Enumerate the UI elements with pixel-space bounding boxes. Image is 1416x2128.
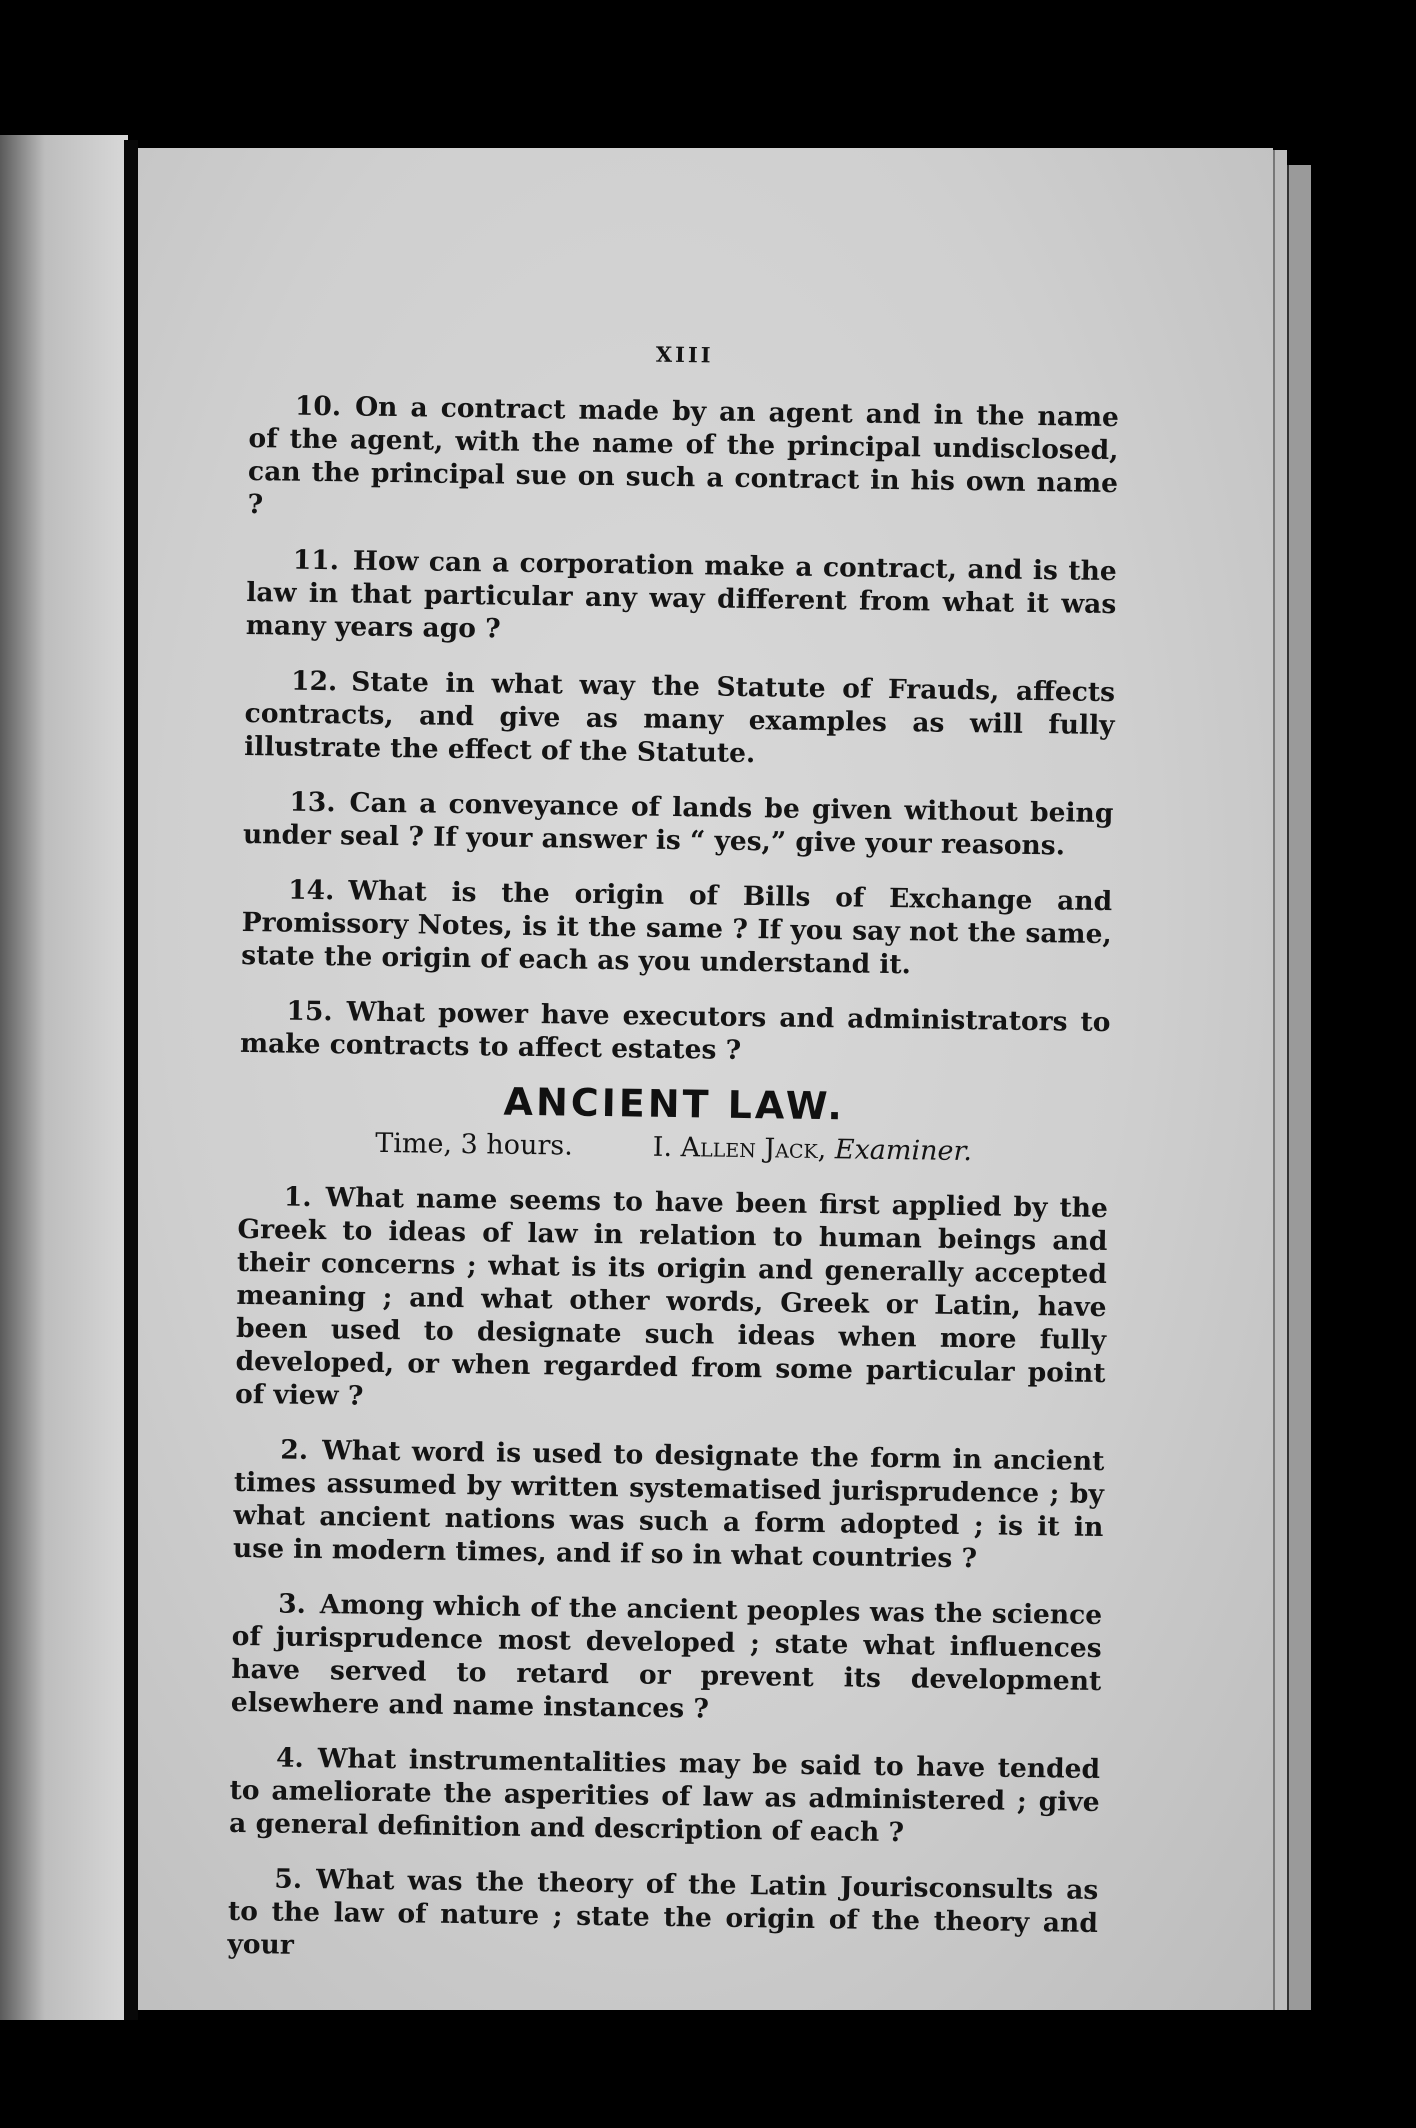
facing-page-edge — [0, 135, 128, 2020]
question-number: 1. — [283, 1181, 312, 1213]
question-item — [246, 543, 1117, 654]
question-text: What was the theory of the Latin Jourisconsults as to the law of nature ; state the origin of the theory and your — [227, 1864, 1099, 1961]
page-text — [227, 332, 1120, 1995]
page-edge-outer — [1287, 165, 1311, 2010]
question-text: State in what way the Statute of Frauds, affects contracts, and give as many examples as will fully illustrate the effect of the Statute. — [243, 666, 1116, 770]
question-number: 13. — [289, 786, 336, 819]
question-text: What word is used to designate the form in ancient times assumed by written systematised jurisprudence ; by what ancient nations was such a form adopted ; is it in use in modern times, and if so in what countries ? — [232, 1435, 1105, 1575]
question-item — [240, 994, 1111, 1072]
examiner-role: Examiner. — [834, 1134, 973, 1168]
question-number: 12. — [290, 665, 338, 698]
question-text: Among which of the ancient peoples was the science of jurisprudence most developed ; state what influences have served to retard or prevent its development elsewhere and name instances ? — [230, 1589, 1103, 1725]
question-item — [235, 1180, 1108, 1423]
exam-time: Time, 3 hours. — [375, 1127, 574, 1162]
question-item — [244, 664, 1115, 775]
exam-info — [238, 1125, 1108, 1170]
examiner — [653, 1131, 973, 1168]
page-number: XIII — [655, 341, 714, 368]
question-number: 2. — [280, 1434, 309, 1466]
question-number: 14. — [287, 874, 335, 907]
question-text: On a contract made by an agent and in the name of the agent, with the name of the principal undisclosed, can the principal sue on such a contract in his own name ? — [247, 391, 1120, 521]
question-item — [247, 389, 1119, 533]
question-text: What name seems to have been first applied by the Greek to ideas of law in relation to human beings and their concerns ; what is its origin and generally accepted meaning ; and what other words, Greek or Latin, have been used to designate such ideas when more fully developed, or when regarded from some particular point of view ? — [234, 1182, 1109, 1412]
question-item — [241, 873, 1112, 984]
question-text: What is the origin of Bills of Exchange and Promissory Notes, is it the same ? If you say not the same, state the origin of each as you understand it. — [241, 875, 1113, 981]
section-title: ANCIENT LAW. — [503, 1079, 846, 1129]
question-list-contracts — [240, 389, 1119, 1072]
question-list-ancient-law — [227, 1180, 1108, 1973]
question-item — [231, 1587, 1103, 1731]
question-number: 11. — [292, 544, 340, 577]
book-gutter — [124, 140, 138, 2020]
question-text: Can a conveyance of lands be given without being under seal ? If your answer is “ yes,” give your reasons. — [242, 787, 1114, 862]
question-item — [227, 1862, 1098, 1973]
question-text: How can a corporation make a contract, and is the law in that particular any way different from what it was many years ago ? — [245, 545, 1117, 645]
question-item — [243, 785, 1114, 863]
page-edge — [1273, 150, 1287, 2010]
question-text: What instrumentalities may be said to have tended to ameliorate the asperities of law as administered ; give a general definition and description of each ? — [228, 1743, 1101, 1849]
question-item — [233, 1433, 1105, 1577]
question-number: 5. — [274, 1863, 303, 1895]
question-item — [229, 1741, 1100, 1852]
examiner-name: I. Allen Jack, — [652, 1131, 827, 1166]
question-number: 3. — [278, 1588, 307, 1620]
question-number: 4. — [275, 1742, 304, 1774]
question-number: 10. — [294, 390, 342, 423]
question-text: What power have executors and administrators to make contracts to affect estates ? — [239, 996, 1111, 1066]
question-number: 15. — [286, 995, 333, 1028]
